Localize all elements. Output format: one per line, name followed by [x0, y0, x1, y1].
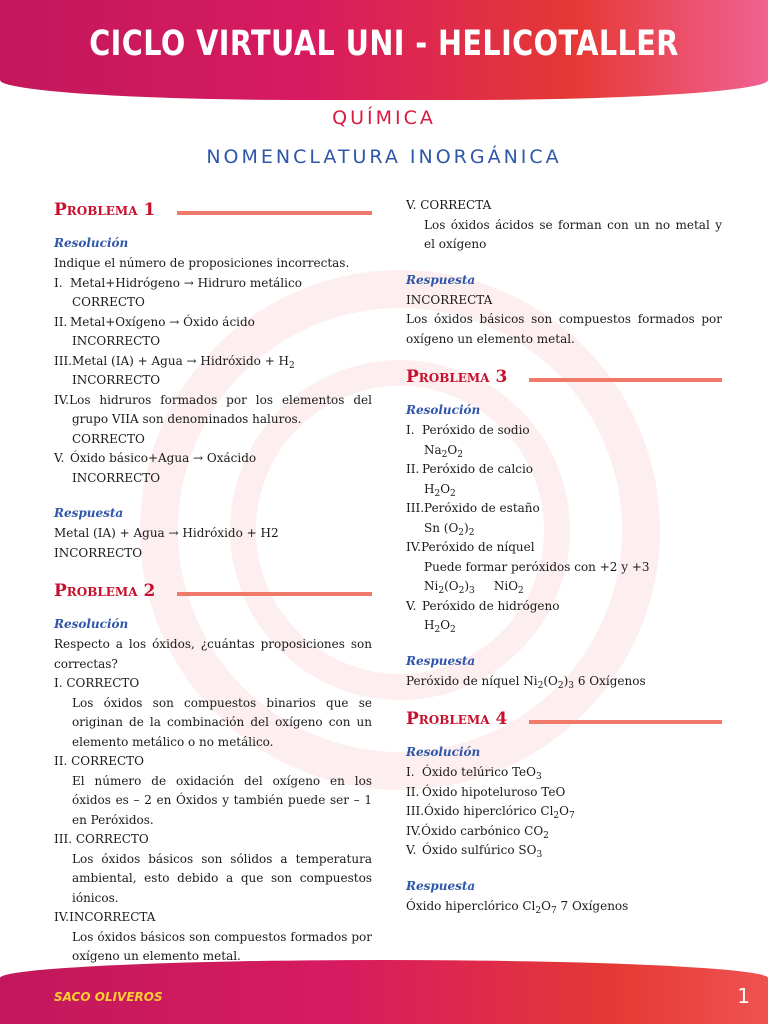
- item-head: II. CORRECTO: [54, 754, 144, 768]
- divider: [529, 378, 722, 382]
- list-item: IV.Los hidruros formados por los elementos del grupo VIIA son denominados haluros.: [54, 392, 372, 426]
- problem-title: Problema 4: [406, 709, 508, 730]
- divider: [529, 720, 722, 724]
- item-result: CORRECTO: [72, 431, 145, 446]
- list-item: II. Óxido hipoteluroso TeO: [406, 784, 566, 799]
- resolution-label: Resolución: [54, 236, 129, 250]
- answer-label: Respuesta: [54, 506, 124, 520]
- item-result: INCORRECTO: [72, 373, 161, 387]
- answer-text: Óxido hiperclórico $Cl_2O_7$ 7 Oxígenos: [406, 898, 629, 916]
- list-item: III.Óxido hiperclórico $Cl_2O_7$: [406, 804, 575, 821]
- item-result: INCORRECTO: [72, 334, 161, 348]
- list-item: IV.Óxido carbónico $CO_2$: [406, 823, 549, 841]
- answer-text: Peróxido de níquel $Ni_2(O_2)_3$ 6 Oxígenos: [406, 673, 646, 691]
- list-item: II. Peróxido de calcio: [406, 462, 534, 476]
- problem-statement: Indique el número de proposiciones incorrectas.: [54, 256, 350, 270]
- header-title: CICLO VIRTUAL UNI - HELICOTALLER: [89, 24, 679, 64]
- problem-title: Problema 3: [406, 367, 508, 388]
- topic-title: NOMENCLATURA INORGÁNICA: [206, 146, 562, 168]
- list-item: I. Óxido telúrico TeO$_3$: [406, 765, 542, 782]
- resolution-label: Resolución: [406, 745, 481, 759]
- list-item: II. Metal+Oxígeno → Óxido ácido: [54, 314, 255, 329]
- list-item: IV.Peróxido de níquel: [406, 540, 535, 554]
- list-item: I. Metal+Hidrógeno → Hidruro metálico: [54, 275, 302, 290]
- list-item: V. Óxido sulfúrico $SO_3$: [406, 843, 543, 860]
- formula: Sn $(O_2)_2$: [424, 520, 475, 538]
- problem-2-heading: [54, 577, 372, 607]
- item-head: I. CORRECTO: [54, 676, 140, 690]
- answer-label: Respuesta: [406, 272, 476, 287]
- item-result: INCORRECTO: [72, 470, 161, 485]
- list-item: III.Peróxido de estaño: [406, 501, 540, 515]
- right-column: [406, 196, 722, 916]
- item-text: Los óxidos son compuestos binarios que se originan de la combinación del oxígeno con un elemento metálico o no metálico.: [72, 695, 372, 749]
- item-text: Los óxidos ácidos se forman con un no metal y el oxígeno: [424, 217, 722, 251]
- item-result: CORRECTO: [72, 295, 145, 309]
- formula: $Na_2O_2$: [424, 442, 463, 460]
- item-note: Puede formar peróxidos con +2 y +3: [424, 559, 650, 574]
- list-item: V. Peróxido de hidrógeno: [406, 598, 560, 613]
- header-banner: [0, 0, 768, 100]
- subject-title: QUÍMICA: [332, 107, 436, 129]
- answer-text: INCORRECTA: [406, 292, 493, 307]
- problem-3-heading: [406, 363, 722, 393]
- list-item: III.Metal (IA) + Agua → Hidróxido + $H_2$: [54, 353, 295, 371]
- answer-label: Respuesta: [406, 653, 476, 668]
- brand-logo-text: SACO OLIVEROS: [54, 990, 163, 1004]
- divider: [177, 592, 372, 596]
- resolution-label: Resolución: [406, 403, 481, 417]
- resolution-label: Resolución: [54, 617, 129, 631]
- list-item: I. Peróxido de sodio: [406, 423, 530, 437]
- problem-1-heading: [54, 196, 372, 226]
- answer-text: INCORRECTO: [54, 545, 143, 560]
- formula: $Ni_2(O_2)_3$ NiO$_2$: [424, 579, 524, 596]
- problem-statement: Respecto a los óxidos, ¿cuántas proposiciones son correctas?: [54, 637, 372, 671]
- item-text: Los óxidos básicos son compuestos formados por oxígeno un elemento metal.: [72, 929, 372, 963]
- formula: $H_2O_2$: [424, 618, 456, 635]
- item-text: Los óxidos básicos son sólidos a temperatura ambiental, esto debido a que son compuestos iónicos.: [72, 851, 372, 905]
- formula: $H_2O_2$: [424, 481, 456, 499]
- page-number: 1: [737, 984, 750, 1008]
- problem-title: Problema 2: [54, 581, 156, 602]
- left-column: [54, 196, 372, 967]
- list-item: V. Óxido básico+Agua → Oxácido: [54, 451, 257, 465]
- divider: [177, 211, 372, 215]
- answer-text: Los óxidos básicos son compuestos formados por oxígeno un elemento metal.: [406, 312, 722, 346]
- item-text: El número de oxidación del oxígeno en los óxidos es – 2 en Óxidos y también puede ser – 1 en Peróxidos.: [72, 773, 372, 827]
- item-head: V. CORRECTA: [406, 198, 492, 212]
- problem-4-heading: [406, 705, 722, 735]
- item-head: III. CORRECTO: [54, 832, 149, 846]
- answer-text: Metal (IA) + Agua → Hidróxido + H2: [54, 526, 279, 540]
- problem-title: Problema 1: [54, 200, 156, 221]
- item-head: IV.INCORRECTA: [54, 910, 156, 924]
- answer-label: Respuesta: [406, 878, 476, 893]
